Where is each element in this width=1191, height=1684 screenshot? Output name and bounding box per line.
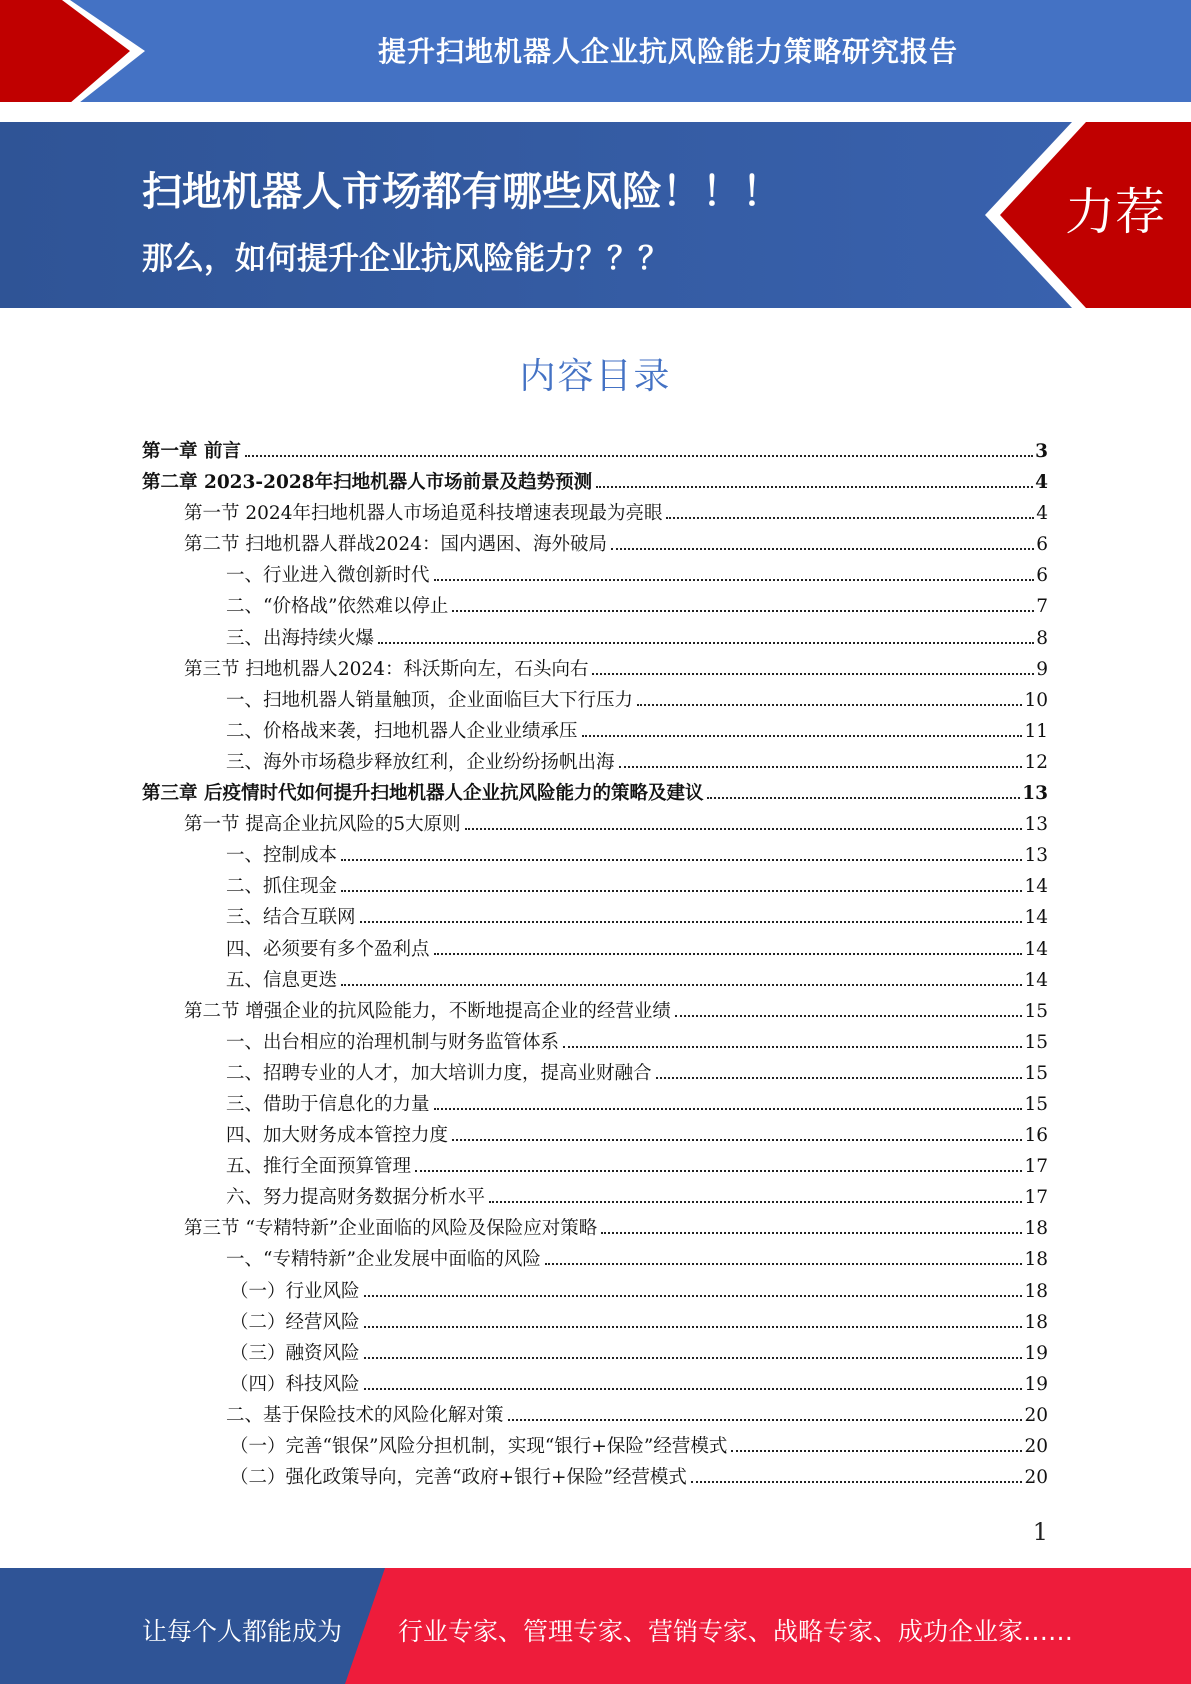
toc-entry-title: 二、“价格战”依然难以停止: [226, 596, 449, 618]
toc-leader-dots: [341, 890, 1022, 892]
toc-leader-dots: [360, 921, 1023, 923]
toc-leader-dots: [465, 828, 1023, 830]
toc-entry-title: 第三章 后疫情时代如何提升扫地机器人企业抗风险能力的策略及建议: [142, 783, 704, 805]
toc-entry[interactable]: [142, 747, 1048, 778]
toc-entry-title: 三、结合互联网: [226, 907, 356, 929]
toc-entry-page: 20: [1024, 1404, 1048, 1426]
toc-entry[interactable]: [142, 965, 1048, 996]
toc-entry-page: 11: [1024, 720, 1048, 742]
toc-leader-dots: [364, 1295, 1023, 1297]
toc-entry[interactable]: [142, 840, 1048, 871]
toc-entry-title: 第一章 前言: [142, 441, 241, 462]
toc-entry[interactable]: [142, 1431, 1048, 1462]
toc-entry[interactable]: [142, 1338, 1048, 1369]
report-title: 提升扫地机器人企业抗风险能力策略研究报告: [377, 35, 958, 68]
toc-entry[interactable]: [142, 1120, 1048, 1151]
toc-entry[interactable]: [142, 1307, 1048, 1338]
toc-entry-page: 14: [1024, 938, 1048, 960]
toc-leader-dots: [675, 1015, 1023, 1017]
toc-entry[interactable]: [142, 1089, 1048, 1120]
toc-entry-page: 18: [1024, 1218, 1048, 1240]
toc-entry-title: 五、信息更迭: [226, 969, 338, 991]
toc-entry[interactable]: [142, 1400, 1048, 1431]
toc-leader-dots: [364, 1388, 1023, 1390]
toc-entry-title: 二、基于保险技术的风险化解对策: [226, 1404, 504, 1426]
toc-entry-page: 15: [1024, 1000, 1048, 1022]
toc-entry[interactable]: [142, 498, 1048, 529]
toc-entry-page: 14: [1024, 876, 1048, 898]
toc-entry-page: 18: [1024, 1249, 1048, 1271]
toc-entry-page: 13: [1022, 783, 1048, 805]
toc-entry[interactable]: [142, 467, 1048, 498]
toc-leader-dots: [545, 1263, 1023, 1265]
hero-headline: 扫地机器人市场都有哪些风险！！！: [142, 169, 782, 215]
toc-leader-dots: [601, 1232, 1022, 1234]
toc-entry-title: （二）经营风险: [230, 1311, 360, 1333]
toc-leader-dots: [434, 579, 1035, 581]
toc-entry-page: 7: [1036, 596, 1048, 618]
toc-leader-dots: [637, 704, 1022, 706]
toc-entry-page: 6: [1036, 565, 1048, 587]
toc-entry[interactable]: [142, 1213, 1048, 1244]
toc-entry-page: 15: [1024, 1031, 1048, 1053]
toc-entry[interactable]: [142, 1369, 1048, 1400]
toc-entry-title: 第一节 提高企业抗风险的5大原则: [184, 814, 461, 836]
toc-leader-dots: [656, 1077, 1023, 1079]
toc-entry-title: 第一节 2024年扫地机器人市场追觅科技增速表现最为亮眼: [184, 503, 663, 525]
toc-leader-dots: [691, 1481, 1023, 1483]
toc-leader-dots: [415, 1170, 1022, 1172]
toc-entry-page: 13: [1024, 845, 1048, 867]
toc-entry[interactable]: [142, 529, 1048, 560]
toc-entry[interactable]: [142, 436, 1048, 467]
table-of-contents: [142, 436, 1048, 1493]
toc-entry-title: 第三节 扫地机器人2024：科沃斯向左，石头向右: [184, 658, 589, 680]
toc-entry-page: 20: [1024, 1467, 1048, 1489]
toc-entry-title: （四）科技风险: [230, 1373, 360, 1395]
toc-entry-page: 18: [1024, 1280, 1048, 1302]
toc-entry-title: 二、抓住现金: [226, 876, 338, 898]
toc-leader-dots: [731, 1450, 1022, 1452]
toc-entry[interactable]: [142, 1462, 1048, 1493]
toc-leader-dots: [434, 1108, 1023, 1110]
toc-entry-title: 一、“专精特新”企业发展中面临的风险: [226, 1249, 541, 1271]
toc-leader-dots: [434, 953, 1023, 955]
toc-heading: 内容目录: [519, 356, 672, 397]
toc-entry[interactable]: [142, 778, 1048, 809]
toc-leader-dots: [452, 1139, 1022, 1141]
toc-entry-page: 15: [1024, 1093, 1048, 1115]
toc-entry-title: 三、出海持续火爆: [226, 627, 375, 649]
toc-leader-dots: [592, 673, 1034, 675]
toc-entry-title: 第二节 增强企业的抗风险能力，不断地提高企业的经营业绩: [184, 1000, 671, 1022]
toc-entry[interactable]: [142, 1027, 1048, 1058]
toc-entry-page: 8: [1036, 627, 1048, 649]
toc-entry-title: 第二节 扫地机器人群战2024：国内遇困、海外破局: [184, 534, 607, 556]
toc-entry-page: 20: [1024, 1436, 1048, 1457]
footer-slogan-left: 让每个人都能成为: [142, 1617, 343, 1646]
hero-subheadline: 那么，如何提升企业抗风险能力？？？: [142, 241, 669, 277]
toc-leader-dots: [707, 797, 1020, 799]
toc-entry-page: 17: [1024, 1156, 1048, 1178]
toc-entry-page: 14: [1024, 907, 1048, 929]
recommend-badge: 力荐: [1065, 183, 1165, 241]
toc-leader-dots: [378, 642, 1034, 644]
toc-entry-title: 五、推行全面预算管理: [226, 1156, 412, 1178]
toc-entry-page: 6: [1036, 534, 1048, 556]
toc-entry-page: 4: [1035, 472, 1048, 494]
toc-entry-page: 12: [1024, 751, 1048, 773]
toc-entry-title: 一、行业进入微创新时代: [226, 565, 430, 587]
toc-entry-page: 19: [1024, 1342, 1048, 1364]
footer-slogan-right: 行业专家、管理专家、营销专家、战略专家、成功企业家……: [398, 1617, 1074, 1646]
toc-entry-title: 三、海外市场稳步释放红利，企业纷纷扬帆出海: [226, 751, 615, 773]
toc-leader-dots: [364, 1326, 1023, 1328]
toc-entry-page: 19: [1024, 1373, 1048, 1395]
toc-entry-title: 一、扫地机器人销量触顶，企业面临巨大下行压力: [226, 689, 634, 711]
toc-leader-dots: [596, 486, 1033, 488]
toc-entry[interactable]: [142, 1276, 1048, 1307]
toc-entry-title: 二、价格战来袭，扫地机器人企业业绩承压: [226, 720, 578, 742]
toc-entry[interactable]: [142, 934, 1048, 965]
toc-entry[interactable]: [142, 685, 1048, 716]
toc-entry-title: 二、招聘专业的人才，加大培训力度，提高业财融合: [226, 1062, 652, 1084]
toc-entry[interactable]: [142, 996, 1048, 1027]
toc-entry-title: 四、加大财务成本管控力度: [226, 1125, 449, 1147]
toc-leader-dots: [341, 859, 1022, 861]
toc-entry-page: 16: [1024, 1125, 1048, 1147]
toc-leader-dots: [364, 1357, 1023, 1359]
toc-entry-title: 六、努力提高财务数据分析水平: [226, 1187, 486, 1209]
toc-entry-page: 4: [1036, 503, 1048, 525]
toc-leader-dots: [452, 610, 1034, 612]
toc-entry[interactable]: [142, 809, 1048, 840]
toc-leader-dots: [489, 1201, 1022, 1203]
toc-entry[interactable]: [142, 654, 1048, 685]
toc-entry-title: （二）强化政策导向，完善“政府+银行+保险”经营模式: [230, 1467, 687, 1489]
toc-entry-title: 四、必须要有多个盈利点: [226, 938, 430, 960]
toc-entry[interactable]: [142, 623, 1048, 654]
toc-entry[interactable]: [142, 871, 1048, 902]
toc-leader-dots: [563, 1046, 1022, 1048]
toc-entry-title: （一）完善“银保”风险分担机制，实现“银行+保险”经营模式: [230, 1436, 728, 1457]
toc-entry-page: 17: [1024, 1187, 1048, 1209]
toc-entry-page: 14: [1024, 969, 1048, 991]
toc-entry-title: （三）融资风险: [230, 1342, 360, 1364]
toc-entry-page: 10: [1024, 689, 1048, 711]
toc-entry-page: 9: [1036, 658, 1048, 680]
toc-entry[interactable]: [142, 591, 1048, 622]
toc-entry-title: 一、出台相应的治理机制与财务监管体系: [226, 1031, 560, 1053]
toc-entry-page: 18: [1024, 1311, 1048, 1333]
toc-entry[interactable]: [142, 1244, 1048, 1275]
toc-entry[interactable]: [142, 560, 1048, 591]
toc-entry-title: （一）行业风险: [230, 1280, 360, 1302]
toc-entry-title: 三、借助于信息化的力量: [226, 1093, 430, 1115]
toc-leader-dots: [611, 548, 1034, 550]
toc-entry-page: 3: [1035, 441, 1048, 462]
toc-entry-page: 13: [1024, 814, 1048, 836]
toc-entry-title: 第三节 “专精特新”企业面临的风险及保险应对策略: [184, 1218, 598, 1240]
toc-entry-title: 第二章 2023-2028年扫地机器人市场前景及趋势预测: [142, 472, 593, 494]
toc-entry[interactable]: [142, 1182, 1048, 1213]
toc-leader-dots: [619, 766, 1023, 768]
toc-leader-dots: [245, 455, 1033, 457]
toc-leader-dots: [666, 517, 1034, 519]
toc-entry-title: 一、控制成本: [226, 845, 338, 867]
toc-entry[interactable]: [142, 1151, 1048, 1182]
toc-entry-page: 15: [1024, 1062, 1048, 1084]
toc-entry[interactable]: [142, 716, 1048, 747]
toc-leader-dots: [582, 735, 1023, 737]
toc-leader-dots: [341, 984, 1022, 986]
toc-entry[interactable]: [142, 1058, 1048, 1089]
toc-entry[interactable]: [142, 902, 1048, 933]
toc-leader-dots: [508, 1419, 1023, 1421]
page-number: 1: [1032, 1518, 1048, 1546]
